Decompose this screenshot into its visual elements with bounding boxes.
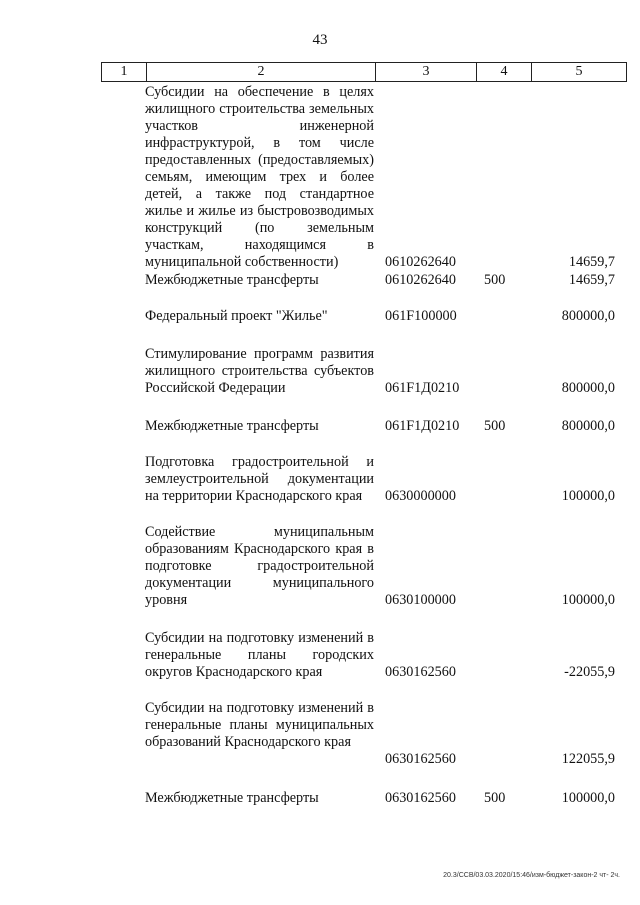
row-code: 061F1Д0210 (385, 418, 460, 434)
column-header-row (102, 63, 627, 82)
row-amount: 800000,0 (561, 308, 615, 324)
column-header-5: 5 (532, 63, 627, 82)
row-amount: 100000,0 (561, 488, 615, 504)
table-row (0, 524, 640, 630)
column-header-2: 2 (147, 63, 376, 82)
column-header-3: 3 (376, 63, 477, 82)
row-name: Субсидии на подготовку изменений в генеральные планы муниципальных образований Краснодарского края (145, 700, 374, 750)
row-expense-type: 500 (484, 418, 506, 434)
row-code: 0630162560 (385, 751, 456, 767)
table-row (0, 84, 640, 272)
row-code: 0610262640 (385, 254, 456, 270)
column-header-1: 1 (102, 63, 147, 82)
row-name: Содействие муниципальным образованиям Краснодарского края в подготовке градостроительной документации муниципального уровня (145, 524, 374, 608)
row-code: 061F1Д0210 (385, 380, 460, 396)
row-name: Межбюджетные трансферты (145, 418, 319, 434)
page-number: 43 (312, 32, 328, 48)
row-amount: -22055,9 (564, 664, 615, 680)
table-row (0, 630, 640, 700)
row-code: 061F100000 (385, 308, 457, 324)
document-footer-stamp: 20.3/ССВ/03.03.2020/15:46/изм-бюджет-закон-2 чт- 2ч. (443, 872, 620, 879)
row-name: Подготовка градостроительной и землеустроительной документации на территории Краснодарского края (145, 454, 374, 504)
row-name: Федеральный проект "Жилье" (145, 308, 328, 324)
row-amount: 122055,9 (561, 751, 615, 767)
row-code: 0610262640 (385, 272, 456, 288)
budget-table-body (0, 84, 640, 820)
table-row (0, 790, 640, 820)
row-amount: 100000,0 (561, 790, 615, 806)
row-expense-type: 500 (484, 790, 506, 806)
row-code: 0630000000 (385, 488, 456, 504)
row-code: 0630162560 (385, 664, 456, 680)
row-name: Межбюджетные трансферты (145, 790, 319, 806)
row-name: Субсидии на подготовку изменений в генеральные планы городских округов Краснодарского края (145, 630, 374, 680)
row-name: Межбюджетные трансферты (145, 272, 319, 288)
row-amount: 14659,7 (568, 272, 615, 288)
row-amount: 100000,0 (561, 592, 615, 608)
row-expense-type: 500 (484, 272, 506, 288)
table-row (0, 272, 640, 308)
table-row (0, 346, 640, 418)
row-name: Стимулирование программ развития жилищного строительства субъектов Российской Федерации (145, 346, 374, 396)
table-row (0, 418, 640, 454)
column-header-table (101, 62, 627, 82)
row-code: 0630162560 (385, 790, 456, 806)
row-amount: 800000,0 (561, 380, 615, 396)
table-row (0, 700, 640, 790)
row-name: Субсидии на обеспечение в целях жилищного строительства земельных участков инженерной инфраструктурой, в том числе предоставленных (предоставляемых) семьям, имеющим трех и более детей, а также под стандартное жилье и жилье из быстровозводимых конструкций (по земельным участкам, находящимся в муниципальной собственности) (145, 84, 374, 270)
column-header-4: 4 (477, 63, 532, 82)
table-row (0, 454, 640, 524)
table-row (0, 308, 640, 346)
row-amount: 14659,7 (568, 254, 615, 270)
row-code: 0630100000 (385, 592, 456, 608)
row-amount: 800000,0 (561, 418, 615, 434)
